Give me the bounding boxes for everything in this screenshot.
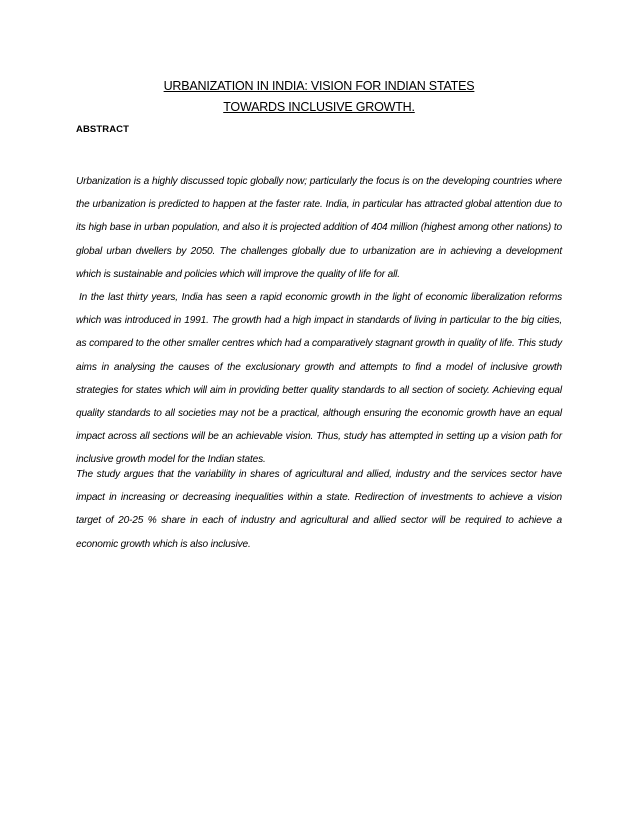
document-title-line-2: TOWARDS INCLUSIVE GROWTH.	[223, 100, 415, 114]
abstract-paragraph-1: Urbanization is a highly discussed topic globally now; particularly the focus is on the developing countries where the urbanization is predicted to happen at the faster rate. India, in particular has attracted global attention due to its high base in urban population, and also it is projected addition of 404 million (highest among other nations) to global urban dwellers by 2050. The challenges globally due to urbanization are in achieving a development which is sustainable and policies which will improve the quality of life for all.	[76, 176, 562, 280]
document-title-line-1: URBANIZATION IN INDIA: VISION FOR INDIAN STATES	[163, 79, 475, 93]
abstract-paragraph-2: In the last thirty years, India has seen a rapid economic growth in the light of economic liberalization reforms which was introduced in 1991. The growth had a high impact in standards of living in particular to the big cities, as compared to the other smaller centres which had a comparatively stagnant growth in quality of life. This study aims in analysing the causes of the exclusionary growth and attempts to find a model of inclusive growth strategies for states which will aim in providing better quality standards to all section of society. Achieving equal quality standards to all societies may not be a practical, although ensuring the economic growth have an equal impact across all sections will be an achievable vision. Thus, study has attempted in setting up a vision path for inclusive growth model for the Indian states.	[76, 292, 562, 466]
abstract-heading: ABSTRACT	[76, 124, 130, 135]
abstract-paragraph-3: The study argues that the variability in shares of agricultural and allied, industry and the services sector have impact in increasing or decreasing inequalities within a state. Redirection of investments to achieve a vision target of 20-25 % share in each of industry and agricultural and allied sector will be required to achieve a economic growth which is also inclusive.	[76, 469, 562, 550]
